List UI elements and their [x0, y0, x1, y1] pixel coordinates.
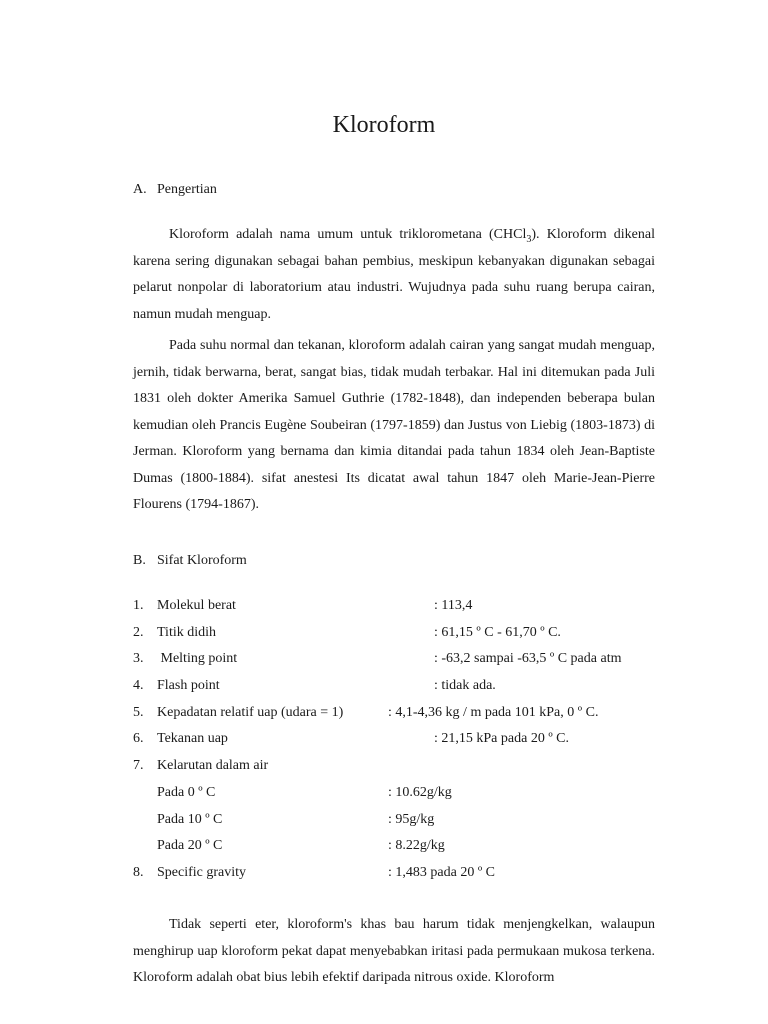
paragraph-definition [133, 222, 655, 328]
property-row [133, 700, 673, 727]
property-name: Pada 20 º C [157, 838, 223, 854]
section-b-letter: B. [133, 553, 146, 568]
section-a-heading [133, 180, 217, 200]
property-row [133, 860, 673, 887]
property-row [133, 593, 673, 620]
property-row [133, 753, 673, 780]
paragraph-closing-text: Tidak seperti eter, kloroform's khas bau harum tidak menjengkelkan, walaupun menghirup uap kloroform pekat dapat menyebabkan iritasi pada permukaan mukosa terkena. Kloroform adalah obat bius lebih efektif daripada nitrous oxide. Kloroform [133, 917, 655, 985]
property-row [133, 833, 673, 860]
property-name: Specific gravity [157, 864, 247, 880]
subscript-3: 3 [526, 234, 532, 245]
property-number: 6. [133, 731, 144, 747]
paragraph-history-text: Pada suhu normal dan tekanan, kloroform adalah cairan yang sangat mudah menguap, jernih, tidak berwarna, berat, sangat bias, tidak mudah terbakar. Hal ini ditemukan pada Juli 1831 oleh dokter Amerika Samuel Guthrie (1782-1848), dan independen beberapa bulan kemudian oleh Prancis Eugène Soubeiran (1797-1859) dan Justus von Liebig (1803-1873) di Jerman. Kloroform yang bernama dan kimia ditandai pada tahun 1834 oleh Jean-Baptiste Dumas (1800-1884). sifat anestesi Its dicatat awal tahun 1847 oleh Marie-Jean-Pierre Flourens (1794-1867). [133, 338, 655, 512]
property-value: : 61,15 º C - 61,70 º C. [434, 624, 561, 640]
section-b-heading [133, 551, 247, 571]
property-row [133, 620, 673, 647]
property-row [133, 807, 673, 834]
paragraph-history [133, 333, 655, 519]
property-number: 3. [133, 651, 144, 667]
properties-list [133, 593, 673, 887]
property-value: : 10.62g/kg [388, 784, 452, 800]
property-value: : tidak ada. [434, 678, 496, 694]
property-row [133, 673, 673, 700]
property-name: Melting point [157, 651, 238, 667]
property-name: Kepadatan relatif uap (udara = 1) [157, 704, 344, 720]
property-name: Pada 0 º C [157, 784, 216, 800]
property-value: : 95g/kg [388, 811, 435, 827]
property-number: 1. [133, 598, 144, 613]
property-number: 4. [133, 678, 144, 694]
property-value: : 21,15 kPa pada 20 º C. [434, 731, 569, 747]
paragraph-closing [133, 912, 655, 992]
property-number: 5. [133, 704, 144, 720]
property-name: Kelarutan dalam air [157, 758, 269, 774]
paragraph-definition-text-end: ). Kloroform dikenal karena sering digunakan sebagai bahan pembius, meskipun kebanyakan digunakan sebagai pelarut nonpolar di laboratorium atau industri. Wujudnya pada suhu ruang berupa cairan, namun mudah menguap. [133, 227, 655, 322]
property-row [133, 726, 673, 753]
property-value: : 1,483 pada 20 º C [388, 864, 495, 880]
property-name: Flash point [157, 678, 220, 694]
section-b-title: Sifat Kloroform [157, 553, 247, 568]
property-number: 8. [133, 864, 144, 880]
section-a-letter: A. [133, 182, 147, 197]
property-value: : 4,1-4,36 kg / m pada 101 kPa, 0 º C. [388, 704, 599, 720]
property-value: : 113,4 [434, 598, 473, 613]
paragraph-definition-text-start: Kloroform adalah nama umum untuk triklorometana (CHCl [169, 227, 527, 242]
property-name: Molekul berat [157, 598, 236, 613]
property-row [133, 780, 673, 807]
property-name: Tekanan uap [157, 731, 228, 747]
document-title: Kloroform [332, 112, 436, 138]
property-number: 7. [133, 758, 144, 774]
property-number: 2. [133, 624, 144, 640]
property-value: : 8.22g/kg [388, 838, 445, 854]
property-name: Pada 10 º C [157, 811, 223, 827]
property-value: : -63,2 sampai -63,5 º C pada atm [434, 651, 622, 667]
property-row [133, 646, 673, 673]
section-a-title: Pengertian [157, 182, 217, 197]
property-name: Titik didih [157, 624, 217, 640]
